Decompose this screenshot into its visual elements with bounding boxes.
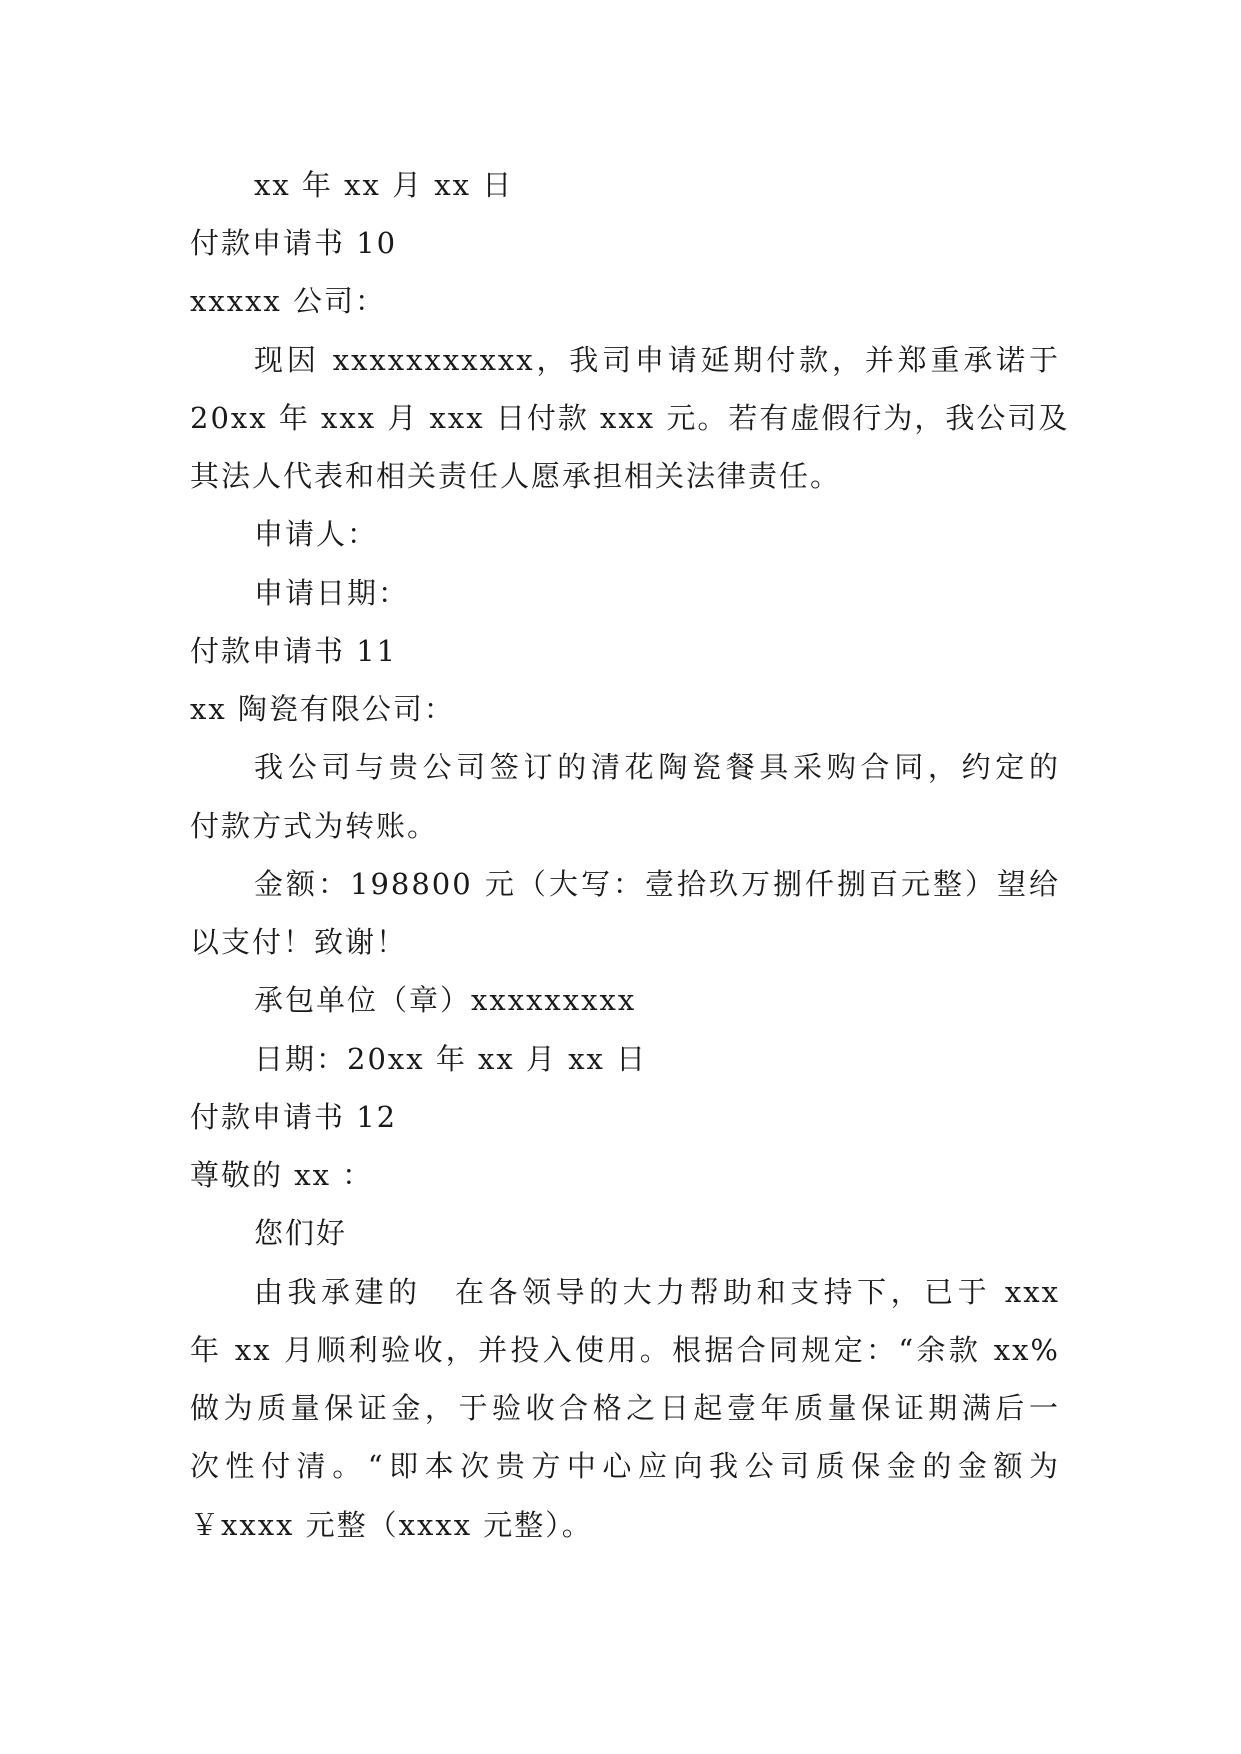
application-date-label: 申请日期： [254,576,410,610]
date-line: 日期：20xx 年 xx 月 xx 日 [254,1042,648,1076]
body-text-line: 付款方式为转账。 [190,809,439,843]
greeting-line: 您们好 [254,1216,348,1250]
body-text-line: 其法人代表和相关责任人愿承担相关法律责任。 [190,459,842,493]
body-text-line: 20xx 年 xxx 月 xxx 日付款 xxx 元。若有虚假行为，我公司及 [190,401,1070,435]
salutation-line: 尊敬的 xx ： [190,1158,374,1192]
amount-line: 金额：198800 元（大写：壹拾玖万捌仟捌百元整）望给 [254,867,1060,901]
applicant-label: 申请人： [254,517,379,551]
contractor-seal-line: 承包单位（章）xxxxxxxxx [254,983,637,1017]
body-text-line: 由我承建的 在各领导的大力帮助和支持下，已于 xxx [254,1275,1060,1309]
section-heading-10: 付款申请书 10 [190,226,398,260]
body-text-line: 现因 xxxxxxxxxxx，我司申请延期付款，并郑重承诺于 [254,343,1060,377]
body-text-line: 做为质量保证金，于验收合格之日起壹年质量保证期满后一 [190,1391,1060,1425]
body-text-line: ￥xxxx 元整（xxxx 元整）。 [190,1508,593,1542]
date-line: xx 年 xx 月 xx 日 [254,168,514,202]
section-heading-11: 付款申请书 11 [190,634,398,668]
body-text-line: 年 xx 月顺利验收，并投入使用。根据合同规定：“余款 xx% [190,1333,1060,1367]
body-text-line: 我公司与贵公司签订的清花陶瓷餐具采购合同，约定的 [254,750,1060,784]
body-text-line: 以支付！致谢！ [190,925,408,959]
recipient-line: xxxxx 公司： [190,284,386,318]
section-heading-12: 付款申请书 12 [190,1100,398,1134]
body-text-line: 次性付清。“即本次贵方中心应向我公司质保金的金额为 [190,1449,1060,1483]
recipient-line: xx 陶瓷有限公司： [190,692,455,726]
